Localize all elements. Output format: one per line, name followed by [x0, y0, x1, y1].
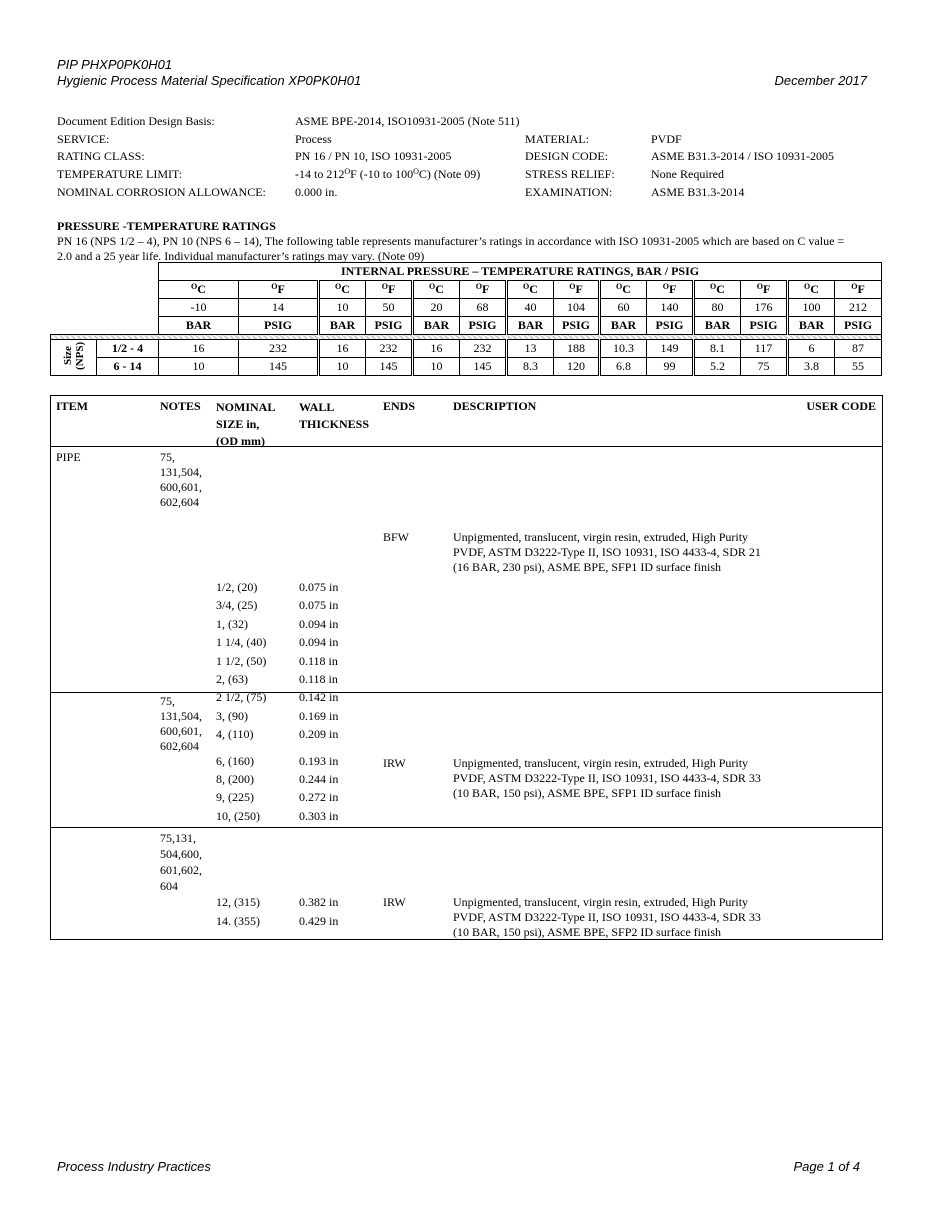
header-description: DESCRIPTION: [453, 399, 537, 413]
design-code-label: DESIGN CODE:: [525, 149, 608, 163]
rating-row-size: 1/2 - 4: [97, 340, 159, 358]
pressure-unit-row: [51, 317, 882, 335]
item-notes: 75, 131,504, 600,601, 602,604: [160, 694, 202, 753]
item-description: Unpigmented, translucent, virgin resin, extruded, High Purity PVDF, ASTM D3222-Type II, ISO 10931, ISO 4433-4, SDR 33 (10 BAR, 150 psi), ASME BPE, SFP2 ID surface finish: [453, 895, 761, 939]
item-nominal-size: 9, (225): [216, 790, 254, 804]
item-nominal-size: 14. (355): [216, 914, 260, 928]
rating-value-cell: 232: [460, 340, 507, 358]
item-wall-thickness: 0.075 in: [299, 598, 339, 612]
document-title: Hygienic Process Material Specification XP0PK0H01: [57, 73, 362, 88]
temperature-value-cell: 20: [413, 299, 460, 317]
temperature-limit-value: -14 to $212^OF$ (-10 to $100^OC$) (Note 09): [295, 167, 481, 181]
item-ends: BFW: [383, 530, 410, 544]
pressure-unit-cell: BAR: [159, 317, 239, 335]
rating-value-cell: 99: [647, 358, 694, 376]
pressure-unit-cell: PSIG: [366, 317, 413, 335]
item-nominal-size: 1/2, (20): [216, 580, 258, 594]
rating-class-label: RATING CLASS:: [57, 149, 145, 163]
temperature-unit-cell: $^O$F: [554, 281, 600, 299]
temperature-value-cell: 50: [366, 299, 413, 317]
temperature-value-cell: 104: [554, 299, 600, 317]
pressure-unit-cell: PSIG: [647, 317, 694, 335]
item-description: Unpigmented, translucent, virgin resin, extruded, High Purity PVDF, ASTM D3222-Type II, ISO 10931, ISO 4433-4, SDR 33 (10 BAR, 150 psi), ASME BPE, SFP1 ID surface finish: [453, 756, 761, 800]
items-table: [50, 395, 883, 940]
item-ends: IRW: [383, 756, 406, 770]
temperature-unit-cell: $^O$C: [600, 281, 647, 299]
item-nominal-size: 4, (110): [216, 727, 254, 741]
rating-value-cell: 145: [366, 358, 413, 376]
rating-value-cell: 117: [741, 340, 788, 358]
item-block-pipe-sdr21: [51, 447, 882, 741]
item-wall-thickness: 0.272 in: [299, 790, 339, 804]
rating-value-cell: 6: [788, 340, 835, 358]
material-value: PVDF: [651, 132, 682, 146]
rating-value-cell: 10: [413, 358, 460, 376]
header-user-code: USER CODE: [806, 399, 876, 413]
pressure-unit-cell: BAR: [319, 317, 366, 335]
item-wall-thickness: 0.169 in: [299, 709, 339, 723]
rating-value-cell: 10: [159, 358, 239, 376]
pressure-unit-cell: PSIG: [239, 317, 319, 335]
item-nominal-size: 2, (63): [216, 672, 248, 686]
document-date: December 2017: [774, 73, 867, 88]
temperature-unit-cell: $^O$C: [159, 281, 239, 299]
item-wall-thickness: 0.429 in: [299, 914, 339, 928]
pressure-unit-cell: BAR: [788, 317, 835, 335]
item-nominal-size: 6, (160): [216, 754, 254, 768]
rating-value-cell: 10: [319, 358, 366, 376]
item-nominal-size: 1 1/2, (50): [216, 654, 267, 668]
corrosion-allowance-value: 0.000 in.: [295, 185, 338, 199]
item-wall-thickness: 0.094 in: [299, 617, 339, 631]
item-notes: 75, 131,504, 600,601, 602,604: [160, 450, 202, 509]
size-nps-label-cell: [51, 340, 97, 376]
rating-row: [51, 358, 882, 376]
temperature-unit-cell: $^O$C: [788, 281, 835, 299]
examination-label: EXAMINATION:: [525, 185, 613, 199]
rating-value-cell: 10.3: [600, 340, 647, 358]
rating-value-cell: 16: [319, 340, 366, 358]
rating-class-value: PN 16 / PN 10, ISO 10931-2005: [295, 149, 452, 163]
item-wall-thickness: 0.209 in: [299, 727, 339, 741]
rating-value-cell: 149: [647, 340, 694, 358]
item-wall-thickness: 0.382 in: [299, 895, 339, 909]
temperature-unit-cell: $^O$C: [413, 281, 460, 299]
item-name: PIPE: [56, 450, 81, 464]
header-wall-thickness: WALL THICKNESS: [299, 400, 370, 431]
rating-value-cell: 145: [460, 358, 507, 376]
rating-value-cell: 232: [366, 340, 413, 358]
rating-value-cell: 120: [554, 358, 600, 376]
temperature-value-cell: 80: [694, 299, 741, 317]
temperature-unit-cell: $^O$F: [366, 281, 413, 299]
rating-value-cell: 8.3: [507, 358, 554, 376]
item-nominal-size: 12, (315): [216, 895, 260, 909]
service-label: SERVICE:: [57, 132, 110, 146]
stress-relief-value: None Required: [651, 167, 724, 181]
service-value: Process: [295, 132, 332, 146]
rating-value-cell: 6.8: [600, 358, 647, 376]
temperature-unit-row: [51, 281, 882, 299]
rating-value-cell: 3.8: [788, 358, 835, 376]
rating-value-cell: 75: [741, 358, 788, 376]
item-ends: IRW: [383, 895, 406, 909]
item-wall-thickness: 0.075 in: [299, 580, 339, 594]
item-wall-thickness: 0.244 in: [299, 772, 339, 786]
temperature-unit-cell: $^O$F: [647, 281, 694, 299]
rating-value-cell: 13: [507, 340, 554, 358]
temperature-value-cell: -10: [159, 299, 239, 317]
item-nominal-size: 1 1/4, (40): [216, 635, 267, 649]
temperature-unit-cell: $^O$C: [319, 281, 366, 299]
rating-row-size: 6 - 14: [97, 358, 159, 376]
item-wall-thickness: 0.094 in: [299, 635, 339, 649]
footer-page-number: Page 1 of 4: [793, 1159, 860, 1174]
temperature-unit-cell: $^O$C: [694, 281, 741, 299]
header-nominal-size: NOMINAL SIZE in, (OD mm): [216, 400, 276, 448]
ratings-paragraph: PN 16 (NPS 1/2 – 4), PN 10 (NPS 6 – 14), The following table represents manufacturer’s ratings in accordance with ISO 10931-2005 which are based on C value = 2.0 and a 25 year life. Individual manufacturer’s ratings may vary. (Note 09): [57, 234, 845, 263]
pressure-temperature-table: [50, 262, 882, 376]
temperature-value-cell: 60: [600, 299, 647, 317]
item-nominal-size: 3/4, (25): [216, 598, 258, 612]
rating-value-cell: 8.1: [694, 340, 741, 358]
temperature-value-cell: 212: [835, 299, 882, 317]
item-wall-thickness: 0.142 in: [299, 690, 339, 704]
temperature-unit-cell: $^O$F: [239, 281, 319, 299]
rating-value-cell: 232: [239, 340, 319, 358]
temperature-limit-label: TEMPERATURE LIMIT:: [57, 167, 183, 181]
material-label: MATERIAL:: [525, 132, 589, 146]
rating-value-cell: 145: [239, 358, 319, 376]
examination-value: ASME B31.3-2014: [651, 185, 745, 199]
pressure-unit-cell: BAR: [413, 317, 460, 335]
pressure-unit-cell: PSIG: [741, 317, 788, 335]
header-item: ITEM: [56, 399, 89, 413]
item-notes: 75,131, 504,600, 601,602, 604: [160, 831, 202, 893]
pressure-unit-cell: BAR: [507, 317, 554, 335]
item-wall-thickness: 0.118 in: [299, 672, 338, 686]
item-nominal-size: 3, (90): [216, 709, 248, 723]
item-block-pipe-sdr33-b: [51, 828, 882, 939]
pressure-unit-cell: BAR: [600, 317, 647, 335]
temperature-unit-cell: $^O$F: [835, 281, 882, 299]
item-wall-thickness: 0.303 in: [299, 809, 339, 823]
footer-publisher: Process Industry Practices: [57, 1159, 211, 1174]
edition-value: ASME BPE-2014, ISO10931-2005 (Note 511): [295, 114, 520, 128]
header-ends: ENDS: [383, 399, 416, 413]
design-code-value: ASME B31.3-2014 / ISO 10931-2005: [651, 149, 835, 163]
pressure-unit-cell: PSIG: [554, 317, 600, 335]
temperature-value-cell: 10: [319, 299, 366, 317]
rating-value-cell: 87: [835, 340, 882, 358]
item-description: Unpigmented, translucent, virgin resin, extruded, High Purity PVDF, ASTM D3222-Type II, ISO 10931, ISO 4433-4, SDR 21 (16 BAR, 230 psi), ASME BPE, SFP1 ID surface finish: [453, 530, 761, 574]
stress-relief-label: STRESS RELIEF:: [525, 167, 615, 181]
temperature-value-row: [51, 299, 882, 317]
rating-row: [51, 340, 882, 358]
temperature-value-cell: 68: [460, 299, 507, 317]
item-wall-thickness: 0.118 in: [299, 654, 338, 668]
item-nominal-size: 10, (250): [216, 809, 260, 823]
items-header-row: [51, 396, 882, 447]
size-nps-label: Size (NPS): [61, 341, 86, 370]
pressure-unit-cell: BAR: [694, 317, 741, 335]
rating-value-cell: 16: [413, 340, 460, 358]
ratings-table-title: INTERNAL PRESSURE – TEMPERATURE RATINGS, BAR / PSIG: [159, 263, 882, 281]
rating-value-cell: 188: [554, 340, 600, 358]
edition-label: Document Edition Design Basis:: [57, 114, 215, 128]
item-block-pipe-sdr33-a: [51, 693, 882, 828]
temperature-value-cell: 100: [788, 299, 835, 317]
rating-value-cell: 55: [835, 358, 882, 376]
rating-value-cell: 5.2: [694, 358, 741, 376]
temperature-unit-cell: $^O$F: [460, 281, 507, 299]
temperature-value-cell: 40: [507, 299, 554, 317]
temperature-value-cell: 140: [647, 299, 694, 317]
pressure-unit-cell: PSIG: [835, 317, 882, 335]
temperature-unit-cell: $^O$F: [741, 281, 788, 299]
temperature-value-cell: 176: [741, 299, 788, 317]
item-nominal-size: 2 1/2, (75): [216, 690, 267, 704]
temperature-unit-cell: $^O$C: [507, 281, 554, 299]
temperature-value-cell: 14: [239, 299, 319, 317]
header-notes: NOTES: [160, 399, 201, 413]
corrosion-allowance-label: NOMINAL CORROSION ALLOWANCE:: [57, 185, 266, 199]
document-id: PIP PHXP0PK0H01: [57, 57, 173, 72]
rating-value-cell: 16: [159, 340, 239, 358]
ratings-section-title: PRESSURE -TEMPERATURE RATINGS: [57, 219, 276, 233]
item-nominal-size: 1, (32): [216, 617, 248, 631]
item-wall-thickness: 0.193 in: [299, 754, 339, 768]
item-nominal-size: 8, (200): [216, 772, 254, 786]
pressure-unit-cell: PSIG: [460, 317, 507, 335]
